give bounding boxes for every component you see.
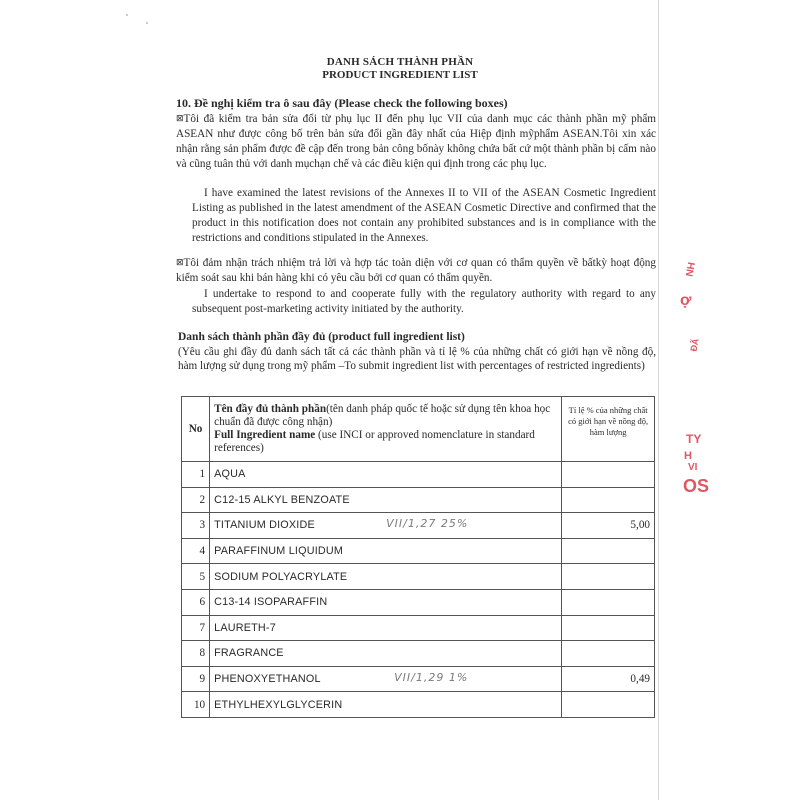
ingredient-name-text: SODIUM POLYACRYLATE [214, 570, 348, 583]
header-percentage: Tỉ lệ % của những chất có giới hạn về nồng độ, hàm lượng [562, 397, 655, 462]
ingredient-percentage [562, 462, 655, 488]
check2-vi-text: Tôi đảm nhận trách nhiệm trả lời và hợp tác toàn diện với cơ quan có thẩm quyền về bấtkỳ hoạt động kiểm soát sau khi bán hàng khi có yêu cầu bởi cơ quan có thẩm quyền. [176, 257, 656, 284]
table-row [182, 462, 655, 488]
checkbox-paragraph-1-en [192, 186, 656, 246]
ingredient-percentage [562, 692, 655, 718]
row-number: 1 [182, 462, 210, 488]
stamp-fragment: OS [683, 476, 710, 496]
header-name-vi-rest: (tên danh pháp quốc tế hoặc sử dụng tên khoa học chuẩn đã được công nhận) [214, 403, 551, 428]
row-number: 8 [182, 641, 210, 667]
ingredient-name [210, 615, 562, 641]
header-name [210, 397, 562, 462]
ingredient-name-text: FRAGRANCE [214, 647, 284, 660]
row-number: 6 [182, 589, 210, 615]
ingredient-name-text: ETHYLHEXYLGLYCERIN [214, 698, 343, 711]
checkbox-paragraph-2-en [192, 287, 656, 317]
full-list-title: Danh sách thành phần đầy đủ (product full ingredient list) [178, 331, 465, 343]
checked-box-icon[interactable]: ⊠ [176, 114, 184, 124]
row-number: 2 [182, 487, 210, 513]
handwritten-note: VII/1,27 25% [386, 517, 469, 531]
page-edge [658, 0, 659, 800]
ingredient-name-text: C13-14 ISOPARAFFIN [214, 596, 328, 609]
table-header-row [182, 397, 655, 462]
scan-speck [126, 14, 128, 16]
stamp-fragment: ĐÃ [688, 337, 701, 353]
check2-en-text: I undertake to respond to and cooperate fully with the regulatory authority with regard to any subsequent post-marketing activity initiated by the authority. [192, 288, 656, 315]
stamp-fragment: NH [684, 261, 698, 278]
ingredient-name [210, 538, 562, 564]
ingredient-name [210, 564, 562, 590]
ingredient-percentage [562, 641, 655, 667]
ingredient-name-text: PARAFFINUM LIQUIDUM [214, 545, 344, 558]
check1-vi-text: Tôi đã kiểm tra bản sửa đổi từ phụ lục II đến phụ lục VII của danh mục các thành phần mỹ phẩm ASEAN như được công bố trên bản sửa đổi gần đây nhất của Hiệp định mỹphẩm ASEAN.Tôi xin xác nhận rằng sản phẩm được đề cập đến trong bản công bốnày không chứa bất cứ một thành phần bị cấm nào và cũng tuân thủ với danh mụchạn chế và các điều kiện qui định trong các phụ lục. [176, 113, 656, 170]
ingredient-percentage [562, 564, 655, 590]
table-row [182, 641, 655, 667]
checkbox-paragraph-1-vi [176, 112, 656, 172]
stamp-fragment: VI [688, 462, 698, 473]
ingredient-percentage [562, 487, 655, 513]
ingredient-percentage: 0,49 [562, 666, 655, 692]
ingredient-name [210, 462, 562, 488]
table-row [182, 513, 655, 539]
ingredient-name [210, 589, 562, 615]
row-number: 5 [182, 564, 210, 590]
table-row [182, 666, 655, 692]
handwritten-note: VII/1,29 1% [394, 670, 469, 684]
ingredient-name-text: C12-15 ALKYL BENZOATE [214, 493, 350, 506]
ingredient-name [210, 513, 562, 539]
scan-speck [146, 22, 148, 24]
table-row [182, 487, 655, 513]
ingredient-name [210, 641, 562, 667]
ingredient-name-text: TITANIUM DIOXIDE [214, 519, 315, 532]
checkbox-paragraph-2-vi [176, 256, 656, 286]
title-en: PRODUCT INGREDIENT LIST [322, 69, 478, 81]
ingredient-table [181, 396, 655, 718]
table-row [182, 564, 655, 590]
header-name-en-rest: (use INCI or approved nomenclature in standard references) [214, 429, 535, 454]
checked-box-icon[interactable]: ⊠ [176, 258, 184, 268]
ingredient-percentage: 5,00 [562, 513, 655, 539]
stamp-fragment: ợ [680, 292, 692, 309]
ingredient-name [210, 692, 562, 718]
ingredient-name-text: AQUA [214, 468, 246, 481]
table-row [182, 589, 655, 615]
ingredient-name-text: LAURETH-7 [214, 621, 276, 634]
check1-en-text: I have examined the latest revisions of the Annexes II to VII of the ASEAN Cosmetic Ingredient Listing as published in the latest amendment of the ASEAN Cosmetic Directive and confirmed that the product in this notification does not contain any prohibited substances and is in compliance with the restrictions and conditions stipulated in the Annexes. [192, 187, 656, 244]
stamp-fragment: TY [686, 432, 702, 446]
row-number: 10 [182, 692, 210, 718]
ingredient-percentage [562, 615, 655, 641]
row-number: 7 [182, 615, 210, 641]
row-number: 3 [182, 513, 210, 539]
row-number: 9 [182, 666, 210, 692]
row-number: 4 [182, 538, 210, 564]
full-list-note: (Yêu cầu ghi đầy đủ danh sách tất cả các thành phần và tỉ lệ % của những chất có giới hạn về nồng độ, hàm lượng sử dụng trong mỹ phẩm –To submit ingredient list with percentages of restricted ingredients) [178, 346, 656, 372]
header-name-vi-bold: Tên đầy đủ thành phần [214, 403, 327, 415]
ingredient-percentage [562, 538, 655, 564]
table-row [182, 615, 655, 641]
ingredient-percentage [562, 589, 655, 615]
table-row [182, 692, 655, 718]
section-10-title: 10. Đề nghị kiểm tra ô sau đây (Please check the following boxes) [176, 96, 508, 110]
header-no: No [182, 397, 210, 462]
ingredient-name [210, 666, 562, 692]
header-name-en-bold: Full Ingredient name [214, 429, 316, 441]
stamp-fragment: H [684, 450, 692, 462]
title-vi: DANH SÁCH THÀNH PHẦN [326, 56, 474, 68]
ingredient-name-text: PHENOXYETHANOL [214, 673, 321, 686]
ingredient-name [210, 487, 562, 513]
table-row [182, 538, 655, 564]
